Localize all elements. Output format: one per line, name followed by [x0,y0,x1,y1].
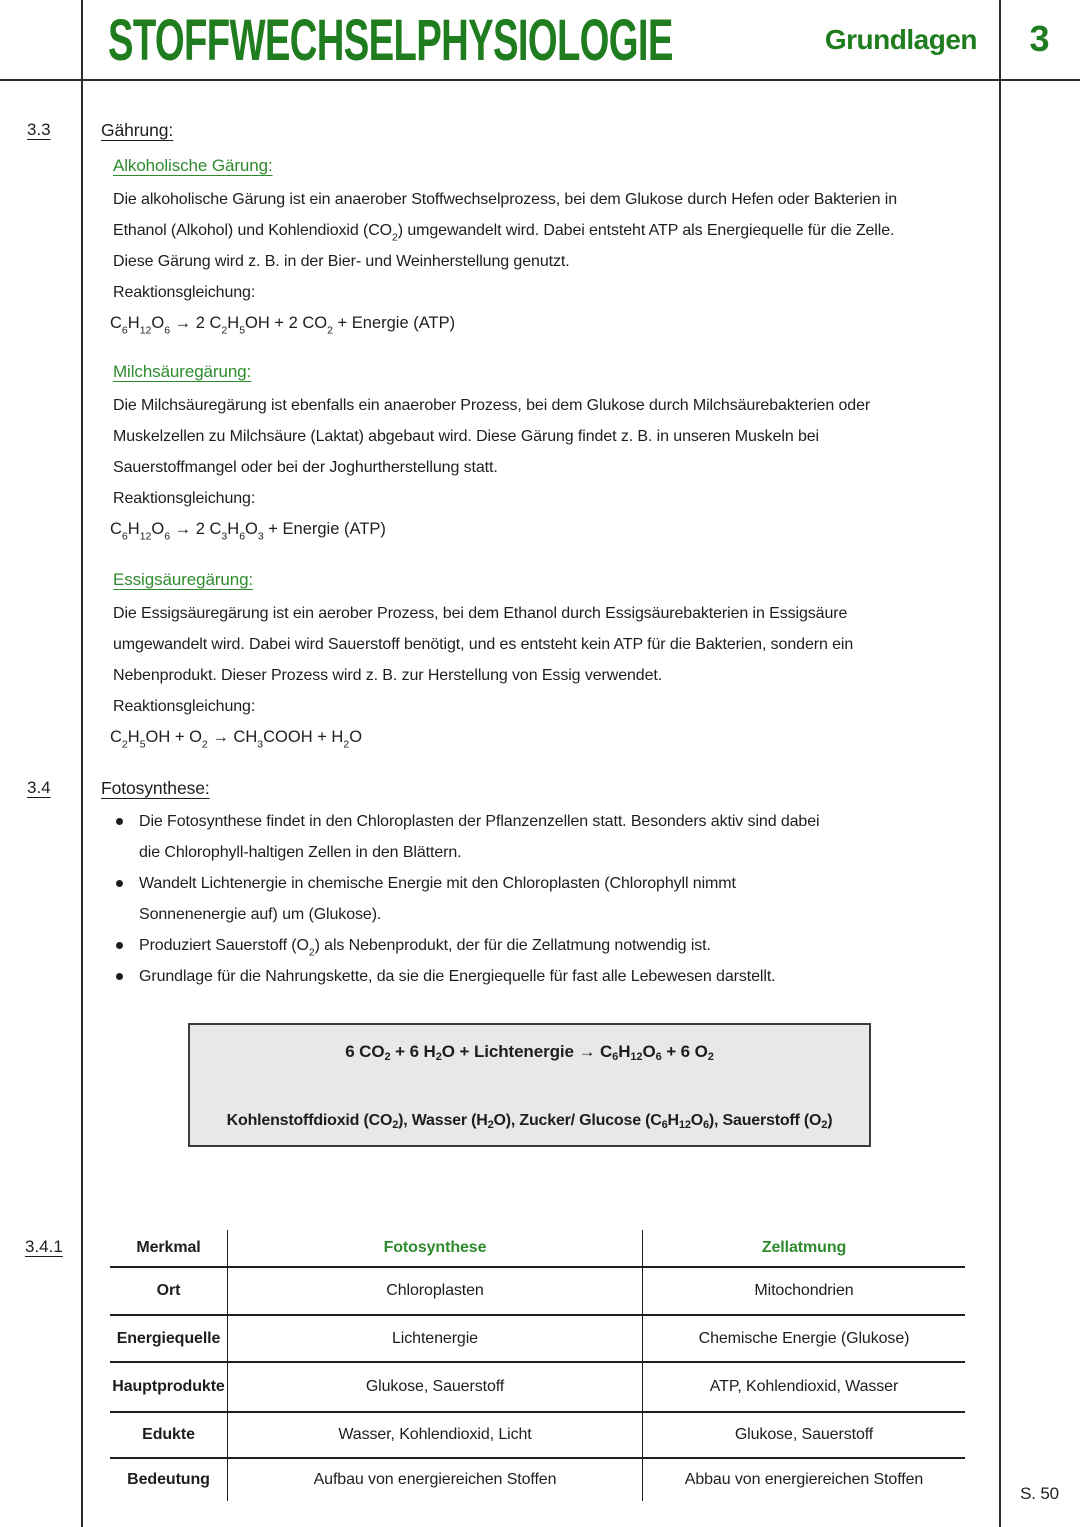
subsection-alkoholische-gaerung [110,156,993,339]
photosynthesis-bullet-list [116,806,996,992]
paragraph-line: Die Essigsäuregärung ist ein aerober Prozess, bei dem Ethanol durch Essigsäurebakterien in Essigsäure [113,605,848,622]
row-label: Hauptprodukte [110,1363,228,1411]
left-margin-rule [81,0,83,1527]
paragraph-line: Diese Gärung wird z. B. in der Bier- und Weinherstellung genutzt. [113,253,570,270]
table-header-row [110,1230,965,1268]
table-row [110,1363,965,1413]
paragraph-line: Muskelzellen zu Milchsäure (Laktat) abgebaut wird. Diese Gärung findet z. B. in unseren Muskeln bei [113,428,820,445]
table-row [110,1268,965,1316]
bullet-line: die Chlorophyll-haltigen Zellen in den Blättern. [139,844,462,861]
bullet-icon [116,818,123,825]
cell-zellatmung: Chemische Energie (Glukose) [698,1329,910,1347]
table-header-zellatmung: Zellatmung [761,1239,847,1256]
reaction-equation: $C_2H_5OH + O_2$ → $CH_3COOH + H_2O$ [110,728,363,751]
table-row [110,1316,965,1363]
reaction-label: Reaktionsgleichung: [113,698,256,715]
section-number-3-3: 3.3 [27,120,51,139]
bullet-icon [116,973,123,980]
list-item [116,930,996,961]
paragraph-line: Die alkoholische Gärung ist ein anaerober Stoffwechselprozess, bei dem Glukose durch Hefen oder Bakterien in [113,191,898,208]
row-label: Ort [110,1268,228,1314]
section-number-3-4-1: 3.4.1 [25,1237,63,1256]
header-page-number: 3 [1029,18,1050,59]
photosynthesis-equation-box [188,1023,871,1147]
page-title: STOFFWECHSELPHYSIOLOGIE [108,8,673,73]
photosynthesis-equation-caption: Kohlenstoffdioxid $(CO_2)$, Wasser $(H_2O)$, Zucker/ Glucose $(C_6H_{12}O_6)$, Sauerstoff $(O_2)$ [226,1112,833,1131]
reaction-equation: $C_6H_{12}O_6 \to 2$ $C_2H_5OH + 2$ $CO_2$ + Energie (ATP) [110,314,456,337]
cell-fotosynthese: Wasser, Kohlendioxid, Licht [228,1413,643,1457]
row-label: Energiequelle [110,1316,228,1361]
paragraph-line: Die Milchsäuregärung ist ebenfalls ein anaerober Prozess, bei dem Glukose durch Milchsäurebakterien oder [113,397,871,414]
bullet-line: Produziert Sauerstoff $(O_2)$ als Nebenprodukt, der für die Zellatmung notwendig ist. [139,937,711,959]
cell-fotosynthese: Glukose, Sauerstoff [228,1363,643,1411]
photosynthesis-equation: 6 $CO_2 + 6$ $H_2O$ + Lichtenergie → $C_6H_{12}O_6 + 6$ $O_2$ [345,1042,714,1063]
cell-zellatmung: Abbau von energiereichen Stoffen [684,1471,924,1488]
footer-page-label: S. 50 [1020,1484,1059,1503]
paragraph-line: Nebenprodukt. Dieser Prozess wird z. B. zur Herstellung von Essig verwendet. [113,667,663,684]
bullet-line: Die Fotosynthese findet in den Chloroplasten der Pflanzenzellen statt. Besonders aktiv sind dabei [139,813,820,830]
paragraph-line: Sauerstoffmangel oder bei der Joghurtherstellung statt. [113,459,498,476]
paragraph-line: Ethanol (Alkohol) und Kohlendioxid $(CO_2)$ umgewandelt wird. Dabei entsteht ATP als Energiequelle für die Zelle. [113,222,895,244]
bullet-icon [116,942,123,949]
cell-zellatmung: Glukose, Sauerstoff [734,1426,874,1443]
bullet-line: Wandelt Lichtenergie in chemische Energie mit den Chloroplasten (Chlorophyll nimmt [139,875,736,892]
right-margin-rule [999,0,1001,1527]
subsection-essigsaeuregaerung [110,570,993,753]
list-item [116,868,996,930]
comparison-table [110,1230,965,1501]
section-title-gaehrung: Gährung: [101,120,174,140]
section-number-3-4: 3.4 [27,778,51,797]
bullet-line: Grundlage für die Nahrungskette, da sie die Energiequelle für fast alle Lebewesen darstellt. [139,968,776,985]
bullet-icon [116,880,123,887]
cell-fotosynthese: Lichtenergie [228,1316,643,1361]
header-divider-rule [0,79,1080,81]
subsection-heading: Alkoholische Gärung: [113,156,273,175]
table-row [110,1459,965,1501]
table-row [110,1413,965,1459]
paragraph-line: umgewandelt wird. Dabei wird Sauerstoff benötigt, und es entsteht kein ATP für die Bakterien, sondern ein [113,636,854,653]
reaction-equation: $C_6H_{12}O_6 \to 2$ $C_3H_6O_3$ + Energie (ATP) [110,520,386,543]
cell-fotosynthese: Aufbau von energiereichen Stoffen [228,1459,643,1501]
subsection-milchsaeuregaerung [110,362,993,545]
section-title-fotosynthese: Fotosynthese: [101,778,210,798]
row-label: Bedeutung [110,1459,228,1501]
cell-zellatmung: Mitochondrien [754,1282,854,1299]
row-label: Edukte [110,1413,228,1457]
list-item [116,961,996,992]
table-header-merkmal: Merkmal [110,1230,228,1266]
reaction-label: Reaktionsgleichung: [113,490,256,507]
cell-zellatmung: ATP, Kohlendioxid, Wasser [709,1378,899,1395]
header-category: Grundlagen [824,24,977,55]
bullet-line: Sonnenenergie auf) um (Glukose). [139,906,382,923]
table-header-fotosynthese: Fotosynthese [228,1230,643,1266]
subsection-heading: Essigsäuregärung: [113,570,254,589]
subsection-heading: Milchsäuregärung: [113,362,252,381]
cell-fotosynthese: Chloroplasten [228,1268,643,1314]
reaction-label: Reaktionsgleichung: [113,284,256,301]
list-item [116,806,996,868]
